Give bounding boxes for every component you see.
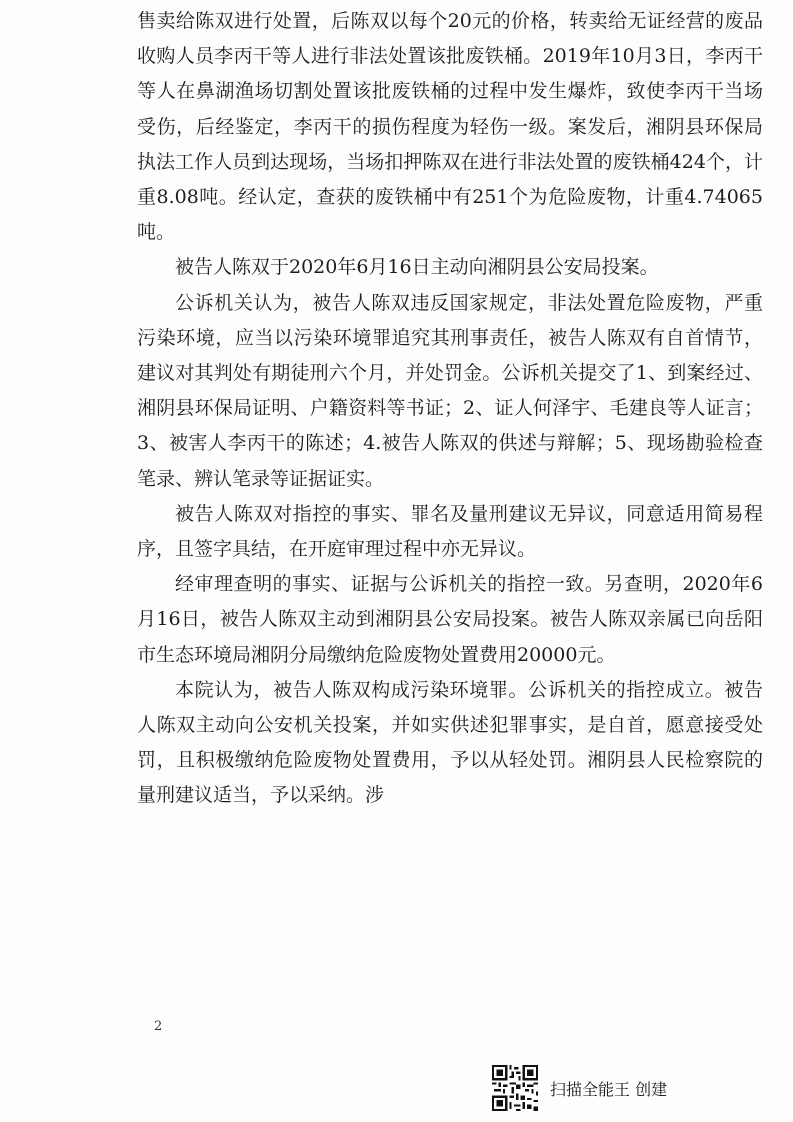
document-body: [137, 4, 763, 814]
paragraph-prosecution-opinion: 公诉机关认为，被告人陈双违反国家规定，非法处置危险废物，严重污染环境，应当以污染环境罪追究其刑事责任，被告人陈双有自首情节，建议对其判处有期徒刑六个月，并处罚金。公诉机关提交了1、到案经过、湘阴县环保局证明、户籍资料等书证；2、证人何泽宇、毛建良等人证言；3、被害人李丙干的陈述；4.被告人陈双的供述与辩解；5、现场勘验检查笔录、辨认笔录等证据证实。: [137, 291, 763, 490]
paragraph-facts-continued: 售卖给陈双进行处置，后陈双以每个20元的价格，转卖给无证经营的废品收购人员李丙干等人进行非法处置该批废铁桶。2019年10月3日，李丙干等人在鼻湖渔场切割处置该批废铁桶的过程中发生爆炸，致使李丙干当场受伤，后经鉴定，李丙干的损伤程度为轻伤一级。案发后，湘阴县环保局执法工作人员到达现场，当场扣押陈双在进行非法处置的废铁桶424个，计重8.08吨。经认定，查获的废铁桶中有251个为危险废物，计重4.74065吨。: [137, 10, 763, 244]
paragraph-defendant-response: 被告人陈双对指控的事实、罪名及量刑建议无异议，同意适用简易程序，且签字具结，在开庭审理过程中亦无异议。: [137, 502, 763, 561]
scanner-watermark: [492, 1063, 722, 1113]
page-number: 2: [154, 1019, 163, 1034]
paragraph-surrender: 被告人陈双于2020年6月16日主动向湘阴县公安局投案。: [175, 256, 659, 279]
scanner-label: 扫描全能王 创建: [550, 1079, 668, 1099]
paragraph-trial-findings: 经审理查明的事实、证据与公诉机关的指控一致。另查明，2020年6月16日，被告人陈双主动到湘阴县公安局投案。被告人陈双亲属已向岳阳市生态环境局湘阴分局缴纳危险废物处置费用20000元。: [137, 573, 763, 666]
qr-code-icon: [492, 1065, 538, 1111]
paragraph-court-opinion: 本院认为，被告人陈双构成污染环境罪。公诉机关的指控成立。被告人陈双主动向公安机关投案，并如实供述犯罪事实，是自首，愿意接受处罚，且积极缴纳危险废物处置费用，予以从轻处罚。湘阴县人民检察院的量刑建议适当，予以采纳。涉: [137, 678, 763, 807]
